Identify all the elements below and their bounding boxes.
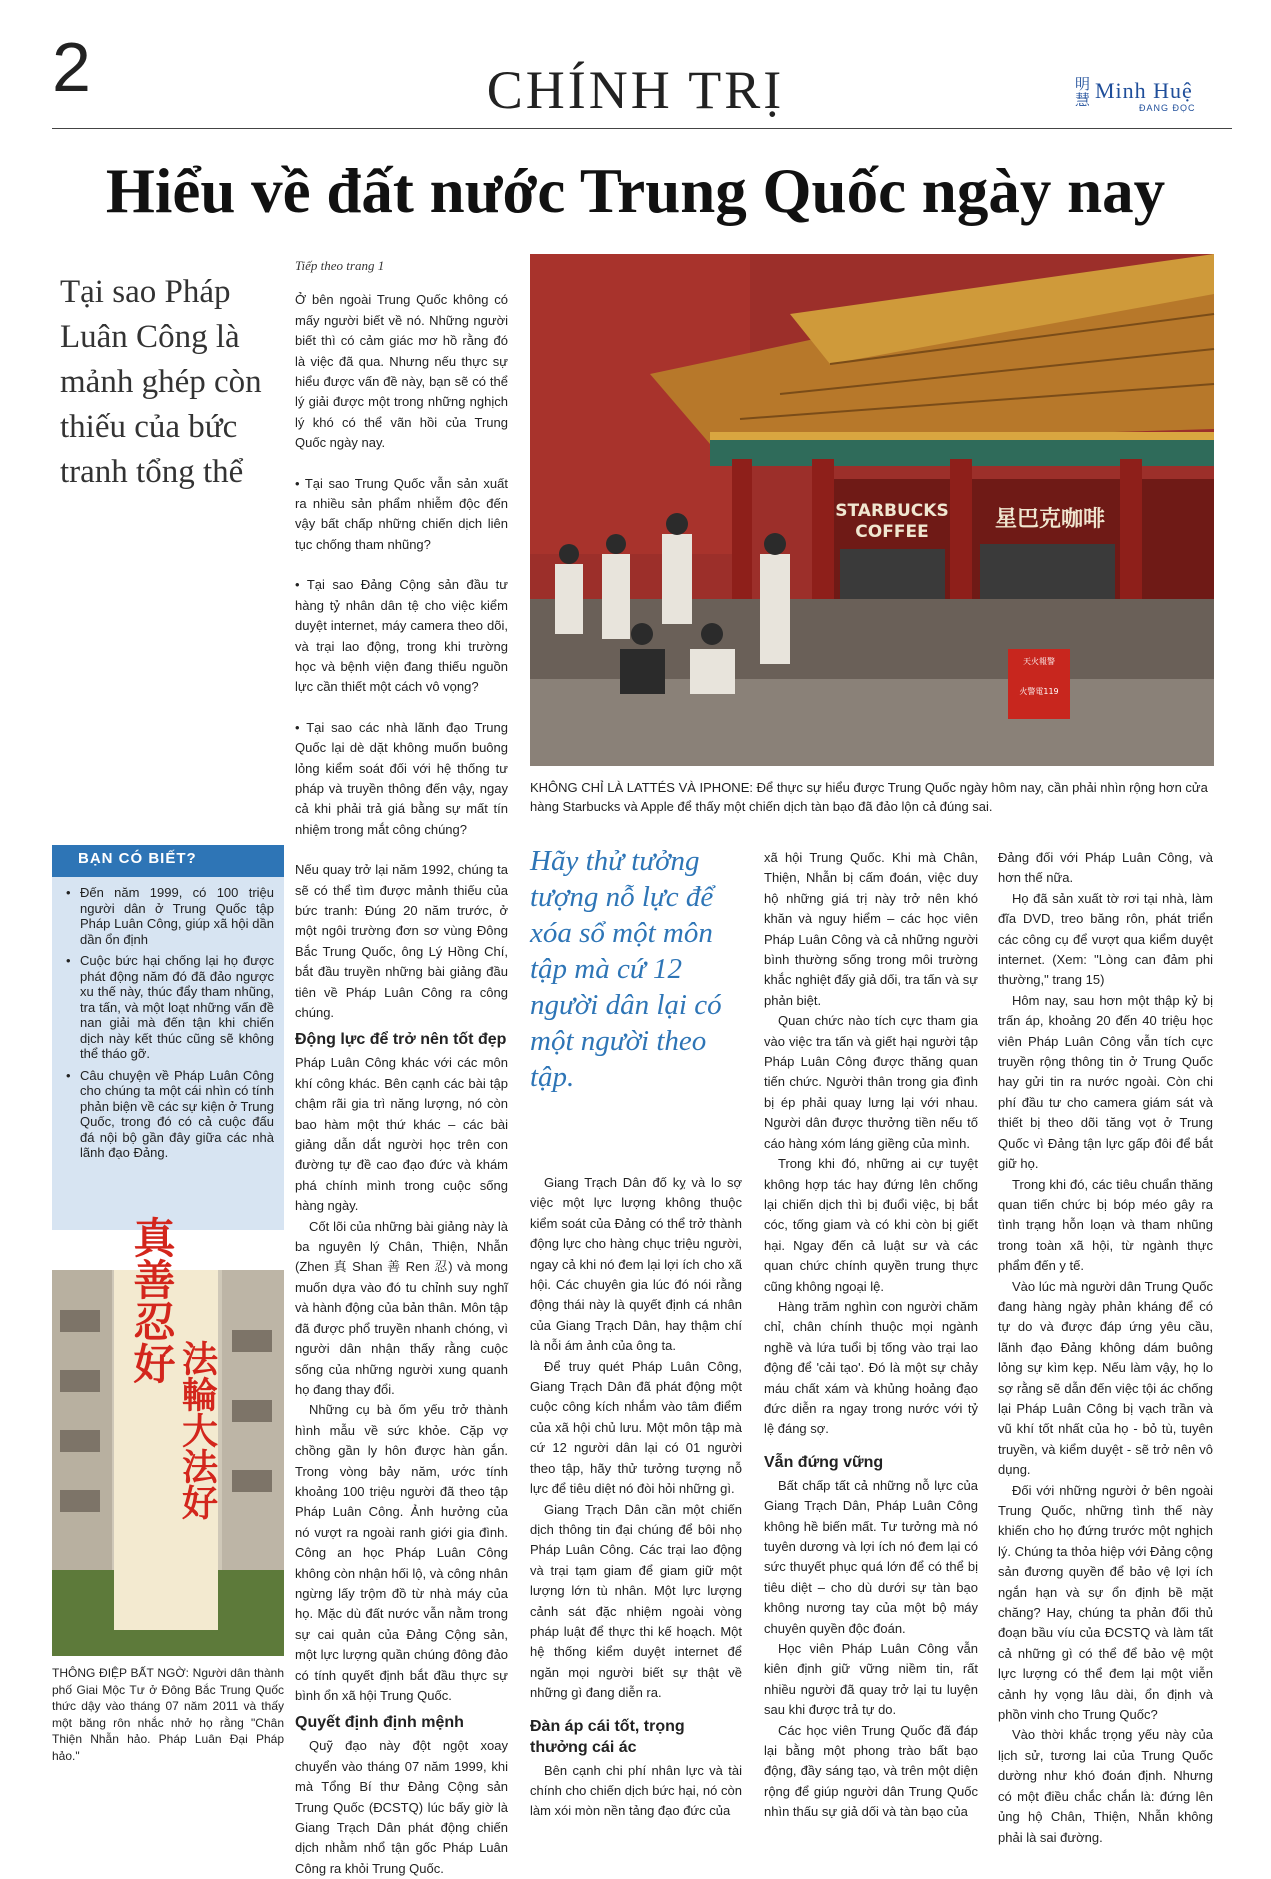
starbucks-forbidden-city-photo bbox=[530, 254, 1214, 766]
paragraph: Hàng trăm nghìn con người chăm chỉ, chân chính thuộc mọi ngành nghề và lứa tuổi bị tống vào trại lao động để 'cải tạo'. Đó là một sự chảy máu chất xám và khủng hoảng đạo đức diễn ra ngay trong nước với tỷ lệ đáng sợ. bbox=[764, 1298, 978, 1437]
alarm-label-2: 火警電119 bbox=[1019, 687, 1059, 696]
banner-text-2: 法輪大法好 bbox=[176, 1340, 218, 1520]
paragraph: Đảng đối với Pháp Luân Công, và hơn thế nữa. bbox=[998, 850, 1213, 886]
header-rule bbox=[52, 128, 1232, 129]
paragraph: Hôm nay, sau hơn một thập kỷ bị trấn áp, khoảng 20 đến 40 triệu học viên Pháp Luân Công vẫn tích cực truyền rộng thông tin ở Trung Quốc hay gửi tin ra nước ngoài. Còn chi phí đầu tư cho camera giám sát và thiết bị theo dõi tăng vọt ở Trung Quốc vì Đảng tận lực gấp đôi để bắt giữ họ. bbox=[998, 992, 1213, 1172]
logo-chinese: 明慧 bbox=[1075, 75, 1091, 109]
sign-chinese: 星巴克咖啡 bbox=[994, 507, 1106, 532]
paragraph: xã hội Trung Quốc. Khi mà Chân, Thiện, Nhẫn bị cấm đoán, việc duy hộ những giá trị này trở nên khó khăn và nguy hiểm – các học viên Pháp Luân Công và cả những người bình thường sống trong môi trường khắc nghiệt đấy giả dối, tra tấn và sự phản biệt. bbox=[764, 850, 978, 1008]
article-column-1 bbox=[295, 256, 508, 1879]
subheading: Quyết định định mệnh bbox=[295, 1714, 464, 1732]
paragraph: Bên cạnh chi phí nhân lực và tài chính cho chiến dịch bức hại, nó còn làm xói mòn nền tảng đạo đức của bbox=[530, 1762, 742, 1819]
paragraph: Ở bên ngoài Trung Quốc không có mấy người biết về nó. Những người biết thì có cảm giác mơ hồ rằng đó là việc đã qua. Nhưng nếu thực sự hiểu được vấn đề này, bạn sẽ có thể lý giải được một trong những nghịch lý khó có thể vãn hồi của Trung Quốc ngày nay. bbox=[295, 292, 508, 451]
paragraph: Để truy quét Pháp Luân Công, Giang Trạch Dân đã phát động một cuộc công kích nhắm vào tâm điểm của xã hội chủ lưu. Một môn tập mà cứ 12 người dân lại có 01 người theo tập, hãy thử tưởng tượng nỗ lực để tiêu diệt nó đòi hỏi những gì. bbox=[530, 1358, 742, 1497]
continued-from: Tiếp theo trang 1 bbox=[295, 258, 385, 273]
banner-photo bbox=[52, 1216, 284, 1656]
paragraph: • Tại sao các nhà lãnh đạo Trung Quốc lại dè dặt không muốn buông lỏng kiểm soát đối với hệ thống tư pháp và truyền thông đến vậy, ngay cả khi phải trả giá bằng sự mất tín nhiệm trong mắt công chúng? bbox=[295, 719, 508, 837]
subheading: Động lực để trở nên tốt đẹp bbox=[295, 1031, 507, 1049]
paragraph: Các học viên Trung Quốc đã đáp lại bằng một phong trào bất bạo động, đầy sáng tạo, và trên một diện rộng để giúp người dân Trung Quốc nhìn thấu sự giả dối và tàn bạo của bbox=[764, 1722, 978, 1820]
paragraph: Trong khi đó, những ai cự tuyệt không hợp tác hay đứng lên chống lại chiến dịch thì bị đuổi việc, bị bắt cóc, tống giam và có khi còn bị giết hại. Ngay đến cả luật sư và các quan chức chính quyền trung thực cũng không ngoại lệ. bbox=[764, 1156, 978, 1294]
list-item: • Câu chuyện về Pháp Luân Công cho chúng ta một cái nhìn có tính phản biện về các sự kiện ở Trung Quốc, trong đó có cả cuộc đấu đá nội bộ gần đây giữa các nhà lãnh đạo Đảng. bbox=[66, 1068, 274, 1161]
paragraph: Quỹ đạo này đột ngột xoay chuyển vào tháng 07 năm 1999, khi mà Tổng Bí thư Đảng Cộng sản Trung Quốc (ĐCSTQ) lúc bấy giờ là Giang Trạch Dân phát động chiến dịch nhằm nhổ tận gốc Pháp Luân Công ra khỏi Trung Quốc. bbox=[295, 1738, 508, 1876]
paragraph: Trong khi đó, các tiêu chuẩn thăng quan tiến chức bị bóp méo gây ra tình trạng hỗn loạn và tham nhũng trong toàn xã hội, từ ngành thực phẩm đến y tế. bbox=[998, 1176, 1213, 1274]
paragraph: Giang Trạch Dân đố kỵ và lo sợ việc một lực lượng không thuộc kiểm soát của Đảng có thể trở thành động lực cho hàng chục triệu người, ngay cả khi nó đem lại lợi ích cho xã hội. Các chuyên gia lúc đó nói rằng động thái này là quyết định cá nhân của Giang Trạch Dân, hay thậm chí là nỗi ám ảnh của ông ta. bbox=[530, 1175, 742, 1354]
minhhue-logo[interactable] bbox=[1075, 76, 1235, 116]
paragraph: Vào thời khắc trọng yếu này của lịch sử, tương lai của Trung Quốc dường như khó đoán định. Nhưng có một điều chắc chắn là: đứng lên ủng hộ Chân, Thiện, Nhẫn không phải là sai đường. bbox=[998, 1727, 1213, 1845]
sign-english-line2: COFFEE bbox=[855, 522, 929, 542]
paragraph: Pháp Luân Công khác với các môn khí công khác. Bên cạnh các bài tập chậm rãi gia trì năng lượng, nó còn bao hàm một thứ khác – các bài giảng dẫn dắt người học trên con đường tự đề cao đạo đức và khám phá chính mình trong cuộc sống hàng ngày. bbox=[295, 1055, 508, 1214]
paragraph: • Tại sao Trung Quốc vẫn sản xuất ra nhiều sản phẩm nhiễm độc đến vậy bất chấp những chiến dịch liên tục chống tham nhũng? bbox=[295, 475, 508, 552]
paragraph: Họ đã sản xuất tờ rơi tại nhà, làm đĩa DVD, treo băng rôn, phát triển các công cụ để vượt qua kiểm duyệt internet. (Xem: "Lòng can đảm phi thường," trang 15) bbox=[998, 890, 1213, 988]
paragraph: Vào lúc mà người dân Trung Quốc đang hàng ngày phản kháng để có tự do và được đáp ứng yêu cầu, lãnh đạo Đảng không dám buông lỏng sự kìm kẹp. Nếu làm vậy, họ lo sợ rằng sẽ dẫn đến việc tội ác chống lại Pháp Luân Công bị vạch trần và vũ khí tốt nhất của họ - bỏ tù, tuyên truyền, và kiểm duyệt - sẽ trở nên vô dụng. bbox=[998, 1278, 1213, 1478]
deck: Tại sao Pháp Luân Công là mảnh ghép còn thiếu của bức tranh tổng thể bbox=[60, 274, 262, 490]
banner-photo-caption: THÔNG ĐIỆP BẤT NGỜ: Người dân thành phố Giai Mộc Tư ở Đông Bắc Trung Quốc thức dậy vào tháng 07 năm 2011 và thấy một băng rôn nhắc nhở họ rằng "Chân Thiện Nhẫn hảo. Pháp Luân Đại Pháp hảo." bbox=[52, 1666, 284, 1763]
paragraph: Giang Trạch Dân cần một chiến dịch thông tin đại chúng để bôi nhọ Pháp Luân Công. Các trại lao động và trại tạm giam để giam giữ một lượng lớn tù nhân. Một lực lượng cảnh sát đặc nhiệm ngoài vòng pháp luật để thực thi kế hoạch. Một hệ thống kiểm duyệt internet để ngăn mọi người biết sự thật về những gì đang diễn ra. bbox=[530, 1501, 742, 1701]
article-column-4 bbox=[998, 848, 1213, 1848]
did-you-know-title: BẠN CÓ BIẾT? bbox=[52, 845, 284, 877]
article-column-3 bbox=[764, 848, 978, 1823]
photo-illustration bbox=[530, 254, 1214, 766]
subheading: Vẫn đứng vững bbox=[764, 1453, 884, 1471]
did-you-know-list bbox=[52, 877, 284, 1161]
banner-photo-illustration bbox=[52, 1216, 284, 1656]
alarm-label-1: 天火報警 bbox=[1023, 657, 1055, 666]
section-title: CHÍNH TRỊ bbox=[486, 60, 785, 120]
article-column-2 bbox=[530, 1173, 742, 1822]
paragraph: Nếu quay trở lại năm 1992, chúng ta sẽ có thể tìm được mảnh thiếu của bức tranh: Đúng 20 năm trước, ở một ngôi trường đơn sơ vùng Đông Bắc Trung Quốc, ông Lý Hồng Chí, bắt đầu truyền những bài giảng đầu tiên về Pháp Luân Công ra công chúng. bbox=[295, 862, 508, 1020]
headline: Hiểu về đất nước Trung Quốc ngày nay bbox=[105, 156, 1166, 226]
pull-quote: Hãy thử tưởng tượng nỗ lực để xóa sổ một môn tập mà cứ 12 người dân lại có một người theo tập. bbox=[530, 845, 722, 1093]
paragraph: Đối với những người ở bên ngoài Trung Quốc, những tình thế này khiến cho họ đứng trước một nghịch lý. Chúng ta thỏa hiệp với Đảng cộng sản đương quyền để bảo vệ lợi ích ngắn hạn và sự ổn định bề mặt chăng? Hay, chúng ta phản đối thủ đoạn bầu víu của ĐCSTQ và làm tất cả những gì có thể để bảo vệ một lực lượng có thể đem lại một viễn cảnh hy vọng lâu dài, ổn định và phồn vinh cho Trung Quốc? bbox=[998, 1482, 1213, 1723]
list-item: • Đến năm 1999, có 100 triệu người dân ở Trung Quốc tập Pháp Luân Công, giúp xã hội dần dần ổn định bbox=[66, 885, 274, 947]
logo-subtitle: ĐANG ĐỌC bbox=[1139, 103, 1196, 113]
page-number: 2 bbox=[52, 28, 91, 106]
did-you-know-box bbox=[52, 845, 284, 1230]
paragraph: Học viên Pháp Luân Công vẫn kiên định giữ vững niềm tin, rất nhiều người đã quay trở lại tu luyện sau khi được trả tự do. bbox=[764, 1641, 978, 1718]
main-photo-caption: KHÔNG CHỈ LÀ LATTÉS VÀ IPHONE: Để thực sự hiểu được Trung Quốc ngày hôm nay, cần phải nhìn rộng hơn cửa hàng Starbucks và Apple để thấy một chiến dịch tàn bạo đã đảo lộn cả đúng sai. bbox=[530, 780, 1208, 814]
logo-name: Minh Huệ bbox=[1095, 78, 1193, 103]
paragraph: Quan chức nào tích cực tham gia vào việc tra tấn và giết hại người tập Pháp Luân Công được thăng quan tiến chức. Người thân trong gia đình bị ép phải quay lưng lại với nhau. Người dân được thưởng tiền nếu tố cáo hàng xóm láng giềng của mình. bbox=[764, 1013, 978, 1151]
paragraph: Những cụ bà ốm yếu trở thành hình mẫu về sức khỏe. Cặp vợ chồng gần ly hôn được hàn gắn. Trong vòng bảy năm, ước tính khoảng 100 triệu người đã theo tập Pháp Luân Công. Ảnh hưởng của nó vượt ra ngoài ranh giới gia đình. Công an học Pháp Luân Công không còn nhận hối lộ, và công nhân ngừng lấy trộm đồ từ nhà máy của họ. Mặc dù đất nước vẫn nằm trong sự cai quản của Đảng Cộng sản, một lực lượng quần chúng đông đảo có tính quyết định bắt đầu thực sự bình ổn xã hội Trung Quốc. bbox=[295, 1402, 508, 1703]
banner-text-1: 真善忍好 bbox=[127, 1216, 177, 1384]
subheading: Đàn áp cái tốt, trọng thưởng cái ác bbox=[530, 1717, 685, 1756]
paragraph: Cốt lõi của những bài giảng này là ba nguyên lý Chân, Thiện, Nhẫn (Zhen 真 Shan 善 Ren 忍) và mong muốn dựa vào đó tu chỉnh suy nghĩ và hành động của bản thân. Môn tập đã được phổ truyền nhanh chóng, vì người dân nhận thấy rằng cuộc sống của những người xung quanh họ đang thay đổi. bbox=[295, 1218, 508, 1397]
paragraph: • Tại sao Đảng Cộng sản đầu tư hàng tỷ nhân dân tệ cho việc kiểm duyệt internet, máy camera theo dõi, và trại lao động, trong khi trường học và bệnh viện đang thiếu nguồn lực cần thiết một cách vô vọng? bbox=[295, 577, 508, 695]
list-item: • Cuộc bức hại chống lại họ được phát động năm đó đã đảo ngược xu thế này, thúc đẩy tham nhũng, tra tấn, và một loạt những vấn đề nan giải mà đến tận khi chiến dịch này kết thúc cũng sẽ không thể tháo gỡ. bbox=[66, 953, 274, 1062]
sign-english-line1: STARBUCKS bbox=[835, 501, 949, 521]
paragraph: Bất chấp tất cả những nỗ lực của Giang Trạch Dân, Pháp Luân Công không hề biến mất. Tư tưởng mà nó tuyên dương và lợi ích nó đem lại có sức thuyết phục quá lớn để có thể bị tiêu diệt – cho dù dưới sự tàn bạo không nương tay của một bộ máy chuyên quyền độc đoán. bbox=[764, 1477, 978, 1636]
